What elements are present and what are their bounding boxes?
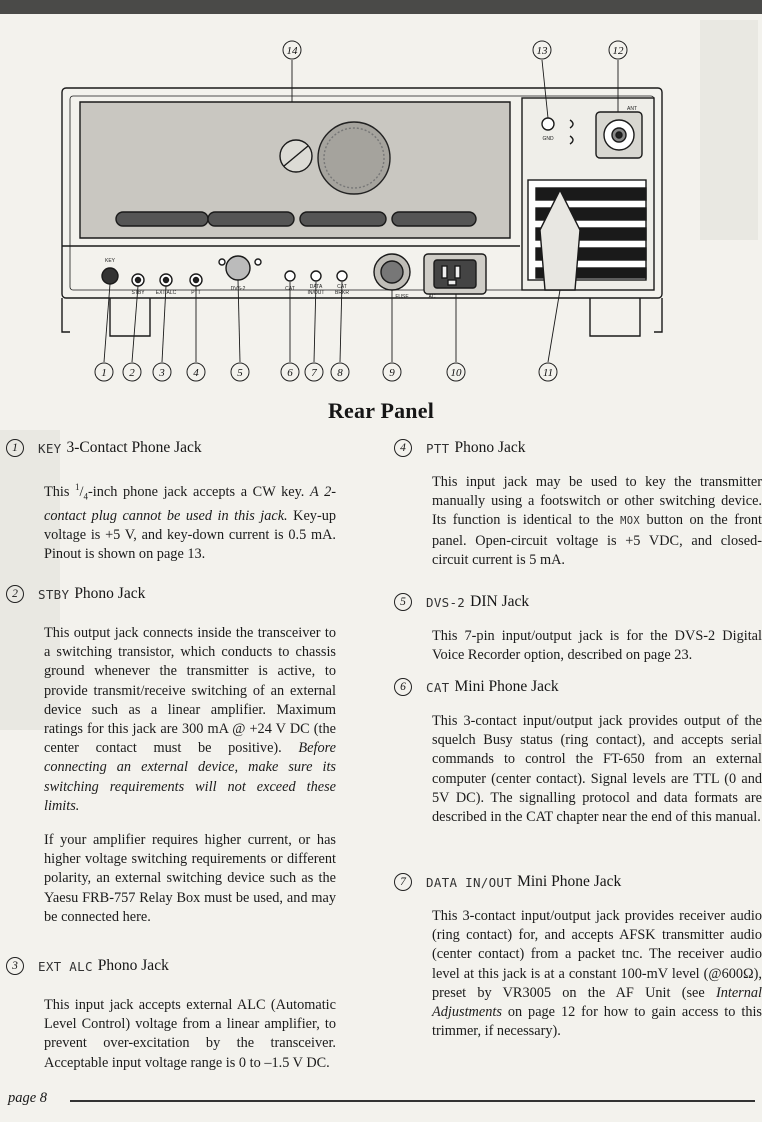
footer-rule (70, 1100, 755, 1102)
section-key-jack (6, 437, 336, 564)
section-title: DIN Jack (470, 593, 530, 610)
section-data-jack (394, 871, 762, 1041)
jack-label: EXT ALC (38, 958, 93, 974)
section-number: 6 (394, 678, 412, 696)
callout-2 (123, 363, 141, 381)
panel-label-ptt: PTT (191, 290, 201, 296)
callout-11 (539, 363, 557, 381)
svg-text:4: 4 (193, 367, 199, 379)
jack-label: DVS-2 (426, 594, 466, 610)
callout-14 (283, 41, 301, 59)
panel-label-ant: ANT (627, 106, 637, 112)
section-stby-jack (6, 583, 336, 927)
section-title: Mini Phone Jack (517, 873, 622, 890)
foot-left (110, 298, 150, 336)
svg-text:10: 10 (450, 367, 462, 379)
panel-label-key: KEY (104, 258, 116, 264)
foot-right (590, 298, 640, 336)
data-jack (311, 271, 321, 281)
section-paragraph: This input jack accepts external ALC (Automatic Level Control) voltage from a linear amplifier, to prevent over-excitation by the transceiver. Acceptable input voltage range is 0 to –1.5 V DC. (44, 997, 336, 1071)
section-title: Phono Jack (454, 439, 526, 456)
section-number: 1 (6, 439, 24, 457)
svg-text:5: 5 (237, 367, 243, 379)
vent-slot (208, 212, 294, 226)
fan-grille (318, 122, 390, 194)
vent-slot (300, 212, 386, 226)
section-ext-alc-jack (6, 955, 336, 1073)
section-number: 4 (394, 439, 412, 457)
panel-label-gnd: GND (542, 136, 554, 142)
svg-text:8: 8 (337, 367, 343, 379)
svg-text:14: 14 (286, 45, 298, 57)
ground-terminal (542, 118, 554, 130)
callout-6 (281, 363, 299, 381)
panel-label-ext-alc: EXT ALC (155, 290, 177, 296)
panel-label-in-out: IN/OUT (307, 290, 325, 296)
vent-slot (392, 212, 476, 226)
section-paragraph: This output jack connects inside the transceiver to a switching transistor, which conducts to chassis ground whenever the transmitter is active, to provide transmit/receive switching of an external device such as a linear amplifier. Maximum ratings for this jack are 300 mA @ +24 V DC (the center contact must be positive). Before connecting an external device, make sure its switching requirements will not exceed these limits. (44, 625, 336, 814)
section-paragraph: This input jack may be used to key the transmitter manually using a footswitch or other switching device. Its function is identical to the MOX button on the front panel. Open-circuit voltage is +5 VDC, and closed-circuit current is 5 mA. (432, 474, 762, 568)
svg-text:9: 9 (389, 367, 395, 379)
section-heading (394, 591, 762, 613)
panel-label-fuse: FUSE (395, 294, 409, 300)
section-title: Phono Jack (74, 585, 146, 602)
svg-text:11: 11 (542, 367, 554, 379)
callout-9 (383, 363, 401, 381)
vent-slot (116, 212, 208, 226)
heatsink-fin (536, 188, 646, 200)
rear-panel-diagram (0, 0, 762, 390)
svg-text:1: 1 (101, 367, 107, 379)
panel-label-stby: STBY (131, 290, 145, 296)
section-cat-jack (394, 676, 762, 827)
figure-caption: Rear Panel (327, 398, 435, 423)
callout-5 (231, 363, 249, 381)
section-paragraph: This 7-pin input/output jack is for the DVS-2 Digital Voice Recorder option, described on page 23. (432, 628, 762, 664)
cat-brkr-jack (337, 271, 347, 281)
jack-label: DATA IN/OUT (426, 874, 513, 890)
callout-3 (153, 363, 171, 381)
section-heading (394, 871, 762, 893)
page-number: page 8 (8, 1090, 48, 1106)
panel-label-cat: CAT (285, 286, 295, 292)
callout-4 (187, 363, 205, 381)
svg-text:12: 12 (612, 45, 624, 57)
callout-1 (95, 363, 113, 381)
section-number: 2 (6, 585, 24, 603)
key-jack (102, 268, 118, 284)
svg-text:13: 13 (536, 45, 548, 57)
panel-label-brkr: BRKR (335, 290, 349, 296)
callout-10 (447, 363, 465, 381)
svg-text:2: 2 (129, 367, 135, 379)
callout-12 (609, 41, 627, 59)
section-heading (6, 437, 336, 459)
jack-label: PTT (426, 440, 450, 456)
section-paragraph: If your amplifier requires higher current, or has higher voltage switching requirements or different polarity, an external switching device such as the Yaesu FRB-757 Relay Box must be used, and may be connected here. (44, 832, 336, 925)
panel-label-ac: AC (428, 294, 436, 300)
section-title: Mini Phone Jack (454, 678, 559, 695)
callout-8 (331, 363, 349, 381)
section-ptt-jack (394, 437, 762, 570)
section-paragraph: This 3-contact input/output jack provides receiver audio (ring contact) for, and accepts AFSK transmitter audio (center contact) from a packet tnc. The receiver audio level at this jack is at a constant 100-mV level (@600Ω), preset by VR3005 on the AF Unit (see Internal Adjustments on page 12 for how to gain access to this trimmer, if necessary). (432, 908, 762, 1040)
section-heading (394, 676, 762, 698)
svg-text:3: 3 (159, 367, 165, 379)
section-heading (6, 955, 336, 977)
panel-label-cat-brk: CAT (337, 284, 347, 290)
section-dvs2-jack (394, 591, 762, 665)
section-number: 7 (394, 873, 412, 891)
panel-label-dvs2: DVS-2 (230, 286, 246, 292)
jack-label: KEY (38, 440, 62, 456)
callout-13 (533, 41, 551, 59)
cat-jack (285, 271, 295, 281)
jack-label: STBY (38, 586, 70, 602)
svg-text:6: 6 (287, 367, 293, 379)
section-paragraph: This 3-contact input/output jack provides output of the squelch Busy status (ring contact), and accepts serial commands to control the FT-650 from an external computer (center contact). Signal levels are TTL (0 and 5V DC). The signalling protocol and data formats are described in the CAT chapter near the end of this manual. (432, 713, 762, 826)
callout-7 (305, 363, 323, 381)
panel-label-data: DATA (309, 284, 323, 290)
svg-text:7: 7 (311, 367, 317, 379)
section-number: 3 (6, 957, 24, 975)
section-heading (6, 583, 336, 605)
section-title: 3-Contact Phone Jack (66, 439, 202, 456)
section-paragraph: This $^1/_4$-inch phone jack accepts a CW key. A 2-contact plug cannot be used in this jack. Key-up voltage is +5 V, and key-down current is 0.5 mA. Pinout is shown on page 13. (44, 482, 336, 563)
section-heading (394, 437, 762, 459)
section-title: Phono Jack (97, 957, 169, 974)
dvs2-jack (226, 256, 250, 280)
section-number: 5 (394, 593, 412, 611)
jack-label: CAT (426, 679, 450, 695)
